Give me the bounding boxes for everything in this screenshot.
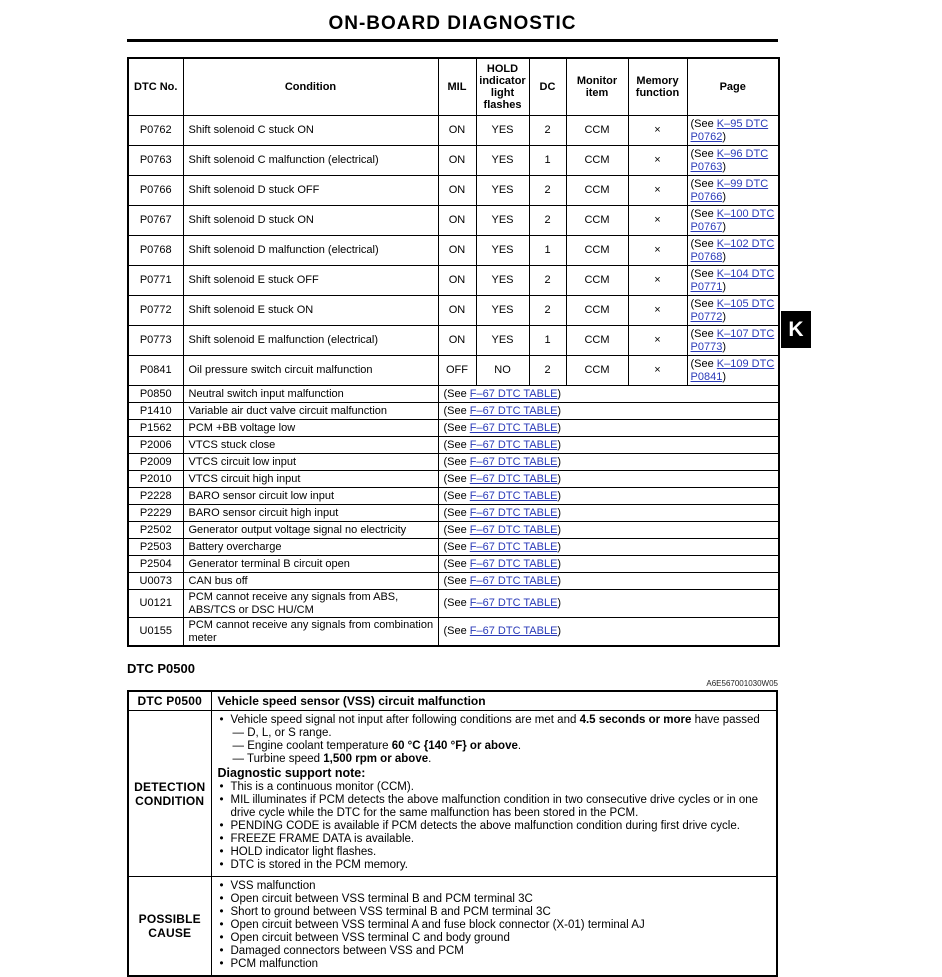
dtc-reference-link[interactable]: F–67 DTC TABLE	[469, 597, 558, 610]
bullet-marker: •	[219, 714, 224, 726]
list-item-text: PCM malfunction	[230, 958, 319, 970]
see-suffix: )	[557, 540, 562, 553]
monitor-item: CCM	[566, 236, 628, 266]
table-reference-cell	[438, 539, 779, 556]
dtc-table-row	[128, 618, 779, 647]
see-prefix: (See	[443, 489, 470, 502]
see-suffix: )	[722, 280, 726, 293]
see-suffix: )	[557, 455, 562, 468]
section-tab-k: K	[781, 311, 811, 348]
page-reference-cell	[687, 176, 779, 206]
monitor-item: CCM	[566, 176, 628, 206]
see-prefix: (See	[690, 118, 717, 130]
reference-code: A6E567001030W05	[706, 679, 778, 688]
list-item	[218, 919, 773, 932]
page-reference-cell	[687, 236, 779, 266]
dtc-number: P0850	[128, 386, 183, 403]
monitor-item: CCM	[566, 296, 628, 326]
dtc-table-row	[128, 403, 779, 420]
dtc-condition: BARO sensor circuit low input	[183, 488, 438, 505]
list-item	[218, 753, 773, 766]
dtc-table-row	[128, 471, 779, 488]
column-header: MIL	[438, 58, 476, 116]
see-prefix: (See	[443, 540, 470, 553]
dtc-number: P0841	[128, 356, 183, 386]
memory-function-mark: ×	[628, 236, 687, 266]
dtc-reference-link[interactable]: F–67 DTC TABLE	[469, 540, 558, 553]
see-prefix: (See	[443, 523, 470, 536]
mil-value: ON	[438, 116, 476, 146]
dtc-reference-link[interactable]: K–104 DTC P0771	[690, 268, 775, 293]
detection-condition-row	[128, 711, 777, 877]
dtc-number: P2010	[128, 471, 183, 488]
table-reference-cell	[438, 454, 779, 471]
list-item	[218, 727, 773, 740]
dc-value: 1	[529, 236, 566, 266]
list-item	[218, 859, 773, 872]
list-item-text: Open circuit between VSS terminal B and PCM terminal 3C	[230, 893, 533, 905]
dtc-table-row	[128, 437, 779, 454]
dc-value: 1	[529, 146, 566, 176]
dtc-condition: VTCS stuck close	[183, 437, 438, 454]
memory-function-mark: ×	[628, 356, 687, 386]
see-prefix: (See	[443, 557, 470, 570]
section-heading: DTC P0500	[127, 661, 195, 676]
dtc-number: P0773	[128, 326, 183, 356]
hold-value: YES	[476, 326, 529, 356]
dtc-table-row	[128, 266, 779, 296]
bullet-marker: •	[219, 893, 224, 905]
hold-value: YES	[476, 296, 529, 326]
dtc-reference-link[interactable]: F–67 DTC TABLE	[469, 625, 558, 638]
see-suffix: )	[722, 340, 726, 353]
memory-function-mark: ×	[628, 296, 687, 326]
dtc-table-row	[128, 590, 779, 618]
dtc-reference-link[interactable]: K–109 DTC P0841	[690, 358, 775, 383]
list-item	[218, 945, 773, 958]
see-suffix: )	[722, 130, 726, 143]
list-item-text: MIL illuminates if PCM detects the above malfunction condition in two consecutive drive cycles or in one drive cycle while the DTC for the same malfunction has been stored in the PCM.	[230, 794, 759, 819]
list-item	[218, 958, 773, 971]
dtc-summary-table	[127, 57, 780, 647]
list-item-text: — Turbine speed 1,500 rpm or above.	[232, 753, 432, 765]
dtc-reference-link[interactable]: F–67 DTC TABLE	[469, 455, 558, 468]
dtc-table-row	[128, 454, 779, 471]
mil-value: OFF	[438, 356, 476, 386]
table-reference-cell	[438, 471, 779, 488]
bullet-marker: •	[219, 781, 224, 793]
dtc-table-row	[128, 522, 779, 539]
dtc-condition: Shift solenoid E stuck OFF	[183, 266, 438, 296]
see-suffix: )	[557, 387, 562, 400]
monitor-item: CCM	[566, 116, 628, 146]
dtc-table-row	[128, 146, 779, 176]
table-reference-cell	[438, 573, 779, 590]
page-reference-cell	[687, 296, 779, 326]
dc-value: 2	[529, 266, 566, 296]
see-suffix: )	[557, 625, 562, 638]
dtc-reference-link[interactable]: F–67 DTC TABLE	[469, 489, 558, 502]
see-suffix: )	[557, 597, 562, 610]
dtc-condition: CAN bus off	[183, 573, 438, 590]
see-prefix: (See	[690, 268, 717, 280]
dc-value: 2	[529, 206, 566, 236]
mil-value: ON	[438, 146, 476, 176]
bullet-marker: •	[219, 958, 224, 970]
dtc-number: P0771	[128, 266, 183, 296]
dtc-reference-link[interactable]: F–67 DTC TABLE	[469, 523, 558, 536]
dtc-table-row	[128, 386, 779, 403]
table-reference-cell	[438, 386, 779, 403]
list-item	[218, 714, 773, 727]
bullet-marker: •	[219, 880, 224, 892]
monitor-item: CCM	[566, 266, 628, 296]
list-item-text: — Engine coolant temperature 60 °C {140 °F} or above.	[232, 740, 522, 752]
list-item-text: Open circuit between VSS terminal C and body ground	[230, 932, 510, 944]
memory-function-mark: ×	[628, 116, 687, 146]
dtc-table-row	[128, 420, 779, 437]
list-item-text: This is a continuous monitor (CCM).	[230, 781, 414, 793]
dtc-reference-link[interactable]: F–67 DTC TABLE	[469, 387, 558, 400]
mil-value: ON	[438, 326, 476, 356]
table-reference-cell	[438, 505, 779, 522]
table-reference-cell	[438, 488, 779, 505]
see-suffix: )	[722, 370, 726, 383]
detection-condition-label: DETECTION CONDITION	[128, 711, 211, 877]
dtc-reference-link[interactable]: K–99 DTC P0766	[690, 178, 769, 203]
detection-condition-content	[211, 711, 777, 877]
memory-function-mark: ×	[628, 266, 687, 296]
table-reference-cell	[438, 590, 779, 618]
dtc-number: P0772	[128, 296, 183, 326]
page-title: ON-BOARD DIAGNOSTIC	[328, 13, 577, 34]
dtc-number: P2502	[128, 522, 183, 539]
dtc-reference-link[interactable]: K–102 DTC P0768	[690, 238, 775, 263]
dtc-table-row	[128, 488, 779, 505]
dtc-reference-link[interactable]: K–107 DTC P0773	[690, 328, 775, 353]
dtc-condition: PCM cannot receive any signals from ABS, ABS/TCS or DSC HU/CM	[183, 590, 438, 618]
possible-cause-content	[211, 877, 777, 977]
dtc-reference-link[interactable]: F–67 DTC TABLE	[469, 574, 558, 587]
dtc-table-row	[128, 356, 779, 386]
dtc-condition: Shift solenoid C stuck ON	[183, 116, 438, 146]
dtc-condition: VTCS circuit low input	[183, 454, 438, 471]
title-rule	[127, 39, 778, 42]
dtc-condition: PCM +BB voltage low	[183, 420, 438, 437]
list-item-text: Vehicle speed signal not input after following conditions are met and 4.5 seconds or more have passed	[230, 714, 760, 726]
see-prefix: (See	[443, 625, 470, 638]
column-header: DC	[529, 58, 566, 116]
dtc-number: P2503	[128, 539, 183, 556]
dtc-reference-link[interactable]: K–105 DTC P0772	[690, 298, 775, 323]
table-reference-cell	[438, 437, 779, 454]
column-header: Monitor item	[566, 58, 628, 116]
dtc-reference-link[interactable]: F–67 DTC TABLE	[469, 506, 558, 519]
dtc-reference-link[interactable]: K–95 DTC P0762	[690, 118, 769, 143]
dtc-number: P2009	[128, 454, 183, 471]
bullet-marker: •	[219, 906, 224, 918]
spec-header-value: Vehicle speed sensor (VSS) circuit malfunction	[211, 691, 777, 711]
dtc-table-row	[128, 505, 779, 522]
dtc-number: P0766	[128, 176, 183, 206]
dtc-condition: Shift solenoid D malfunction (electrical)	[183, 236, 438, 266]
list-item	[218, 833, 773, 846]
dtc-number: P0768	[128, 236, 183, 266]
page-reference-cell	[687, 326, 779, 356]
list-item-text: — D, L, or S range.	[232, 727, 332, 739]
list-item	[218, 893, 773, 906]
list-item	[218, 932, 773, 945]
bullet-marker: •	[219, 794, 224, 806]
dtc-table-header-row	[128, 58, 779, 116]
dtc-table-row	[128, 539, 779, 556]
column-header: Memory function	[628, 58, 687, 116]
list-item-text: VSS malfunction	[230, 880, 316, 892]
bullet-marker: •	[219, 932, 224, 944]
see-suffix: )	[557, 472, 562, 485]
dtc-condition: Shift solenoid D stuck ON	[183, 206, 438, 236]
list-item-text: DTC is stored in the PCM memory.	[230, 859, 408, 871]
dtc-table-row	[128, 176, 779, 206]
dtc-number: P0762	[128, 116, 183, 146]
see-prefix: (See	[690, 358, 717, 370]
see-prefix: (See	[443, 472, 470, 485]
list-item	[218, 880, 773, 893]
dtc-reference-link[interactable]: F–67 DTC TABLE	[469, 404, 558, 417]
page-reference-cell	[687, 356, 779, 386]
see-prefix: (See	[690, 328, 717, 340]
column-header: HOLD indicator light flashes	[476, 58, 529, 116]
dc-value: 2	[529, 296, 566, 326]
hold-value: YES	[476, 176, 529, 206]
monitor-item: CCM	[566, 206, 628, 236]
bullet-marker: •	[219, 833, 224, 845]
dtc-table-row	[128, 326, 779, 356]
dc-value: 2	[529, 176, 566, 206]
dtc-condition: PCM cannot receive any signals from combination meter	[183, 618, 438, 647]
dtc-condition: Shift solenoid E stuck ON	[183, 296, 438, 326]
column-header: Page	[687, 58, 779, 116]
see-prefix: (See	[690, 238, 717, 250]
list-item-text: Diagnostic support note:	[217, 766, 366, 780]
page-reference-cell	[687, 116, 779, 146]
dtc-number: P2006	[128, 437, 183, 454]
see-suffix: )	[557, 574, 562, 587]
see-suffix: )	[557, 489, 562, 502]
dtc-number: P2229	[128, 505, 183, 522]
dtc-condition: Generator output voltage signal no electricity	[183, 522, 438, 539]
table-reference-cell	[438, 556, 779, 573]
table-reference-cell	[438, 403, 779, 420]
see-suffix: )	[557, 404, 562, 417]
see-prefix: (See	[443, 574, 470, 587]
dtc-number: P2504	[128, 556, 183, 573]
dtc-number: U0073	[128, 573, 183, 590]
dtc-condition: Shift solenoid E malfunction (electrical)	[183, 326, 438, 356]
see-prefix: (See	[443, 404, 470, 417]
see-suffix: )	[722, 220, 726, 233]
bullet-marker: •	[219, 859, 224, 871]
see-suffix: )	[557, 523, 562, 536]
dtc-condition: VTCS circuit high input	[183, 471, 438, 488]
dtc-number: P1562	[128, 420, 183, 437]
see-prefix: (See	[690, 298, 717, 310]
page-reference-cell	[687, 266, 779, 296]
see-prefix: (See	[443, 455, 470, 468]
see-prefix: (See	[443, 438, 470, 451]
table-reference-cell	[438, 618, 779, 647]
page-content	[127, 0, 778, 977]
see-suffix: )	[557, 557, 562, 570]
dtc-number: U0121	[128, 590, 183, 618]
dtc-reference-link[interactable]: K–100 DTC P0767	[690, 208, 775, 233]
see-prefix: (See	[443, 387, 470, 400]
monitor-item: CCM	[566, 326, 628, 356]
see-suffix: )	[557, 438, 562, 451]
dtc-reference-link[interactable]: F–67 DTC TABLE	[469, 557, 558, 570]
bullet-marker: •	[219, 846, 224, 858]
memory-function-mark: ×	[628, 146, 687, 176]
dtc-condition: Oil pressure switch circuit malfunction	[183, 356, 438, 386]
monitor-item: CCM	[566, 356, 628, 386]
dtc-condition: Shift solenoid D stuck OFF	[183, 176, 438, 206]
see-suffix: )	[722, 160, 726, 173]
list-item-text: Short to ground between VSS terminal B and PCM terminal 3C	[230, 906, 551, 918]
see-prefix: (See	[443, 597, 470, 610]
dtc-table-row	[128, 116, 779, 146]
table-reference-cell	[438, 420, 779, 437]
see-prefix: (See	[443, 421, 470, 434]
list-item	[218, 794, 773, 820]
dtc-number: P2228	[128, 488, 183, 505]
dtc-reference-link[interactable]: F–67 DTC TABLE	[469, 421, 558, 434]
dtc-table-row	[128, 206, 779, 236]
hold-value: YES	[476, 146, 529, 176]
list-item-text: FREEZE FRAME DATA is available.	[230, 833, 415, 845]
note-line	[218, 766, 773, 781]
dc-value: 2	[529, 356, 566, 386]
dtc-table-row	[128, 556, 779, 573]
dtc-condition: Shift solenoid C malfunction (electrical)	[183, 146, 438, 176]
possible-cause-row	[128, 877, 777, 977]
memory-function-mark: ×	[628, 176, 687, 206]
memory-function-mark: ×	[628, 326, 687, 356]
column-header: DTC No.	[128, 58, 183, 116]
dtc-table-row	[128, 236, 779, 266]
dtc-condition: Variable air duct valve circuit malfunction	[183, 403, 438, 420]
hold-value: YES	[476, 116, 529, 146]
dtc-condition: BARO sensor circuit high input	[183, 505, 438, 522]
dtc-number: P0763	[128, 146, 183, 176]
dtc-number: P0767	[128, 206, 183, 236]
list-item	[218, 846, 773, 859]
see-prefix: (See	[690, 208, 717, 220]
column-header: Condition	[183, 58, 438, 116]
memory-function-mark: ×	[628, 206, 687, 236]
hold-value: YES	[476, 266, 529, 296]
bullet-marker: •	[219, 820, 224, 832]
see-prefix: (See	[690, 178, 717, 190]
list-item-text: Damaged connectors between VSS and PCM	[230, 945, 464, 957]
spec-header-label: DTC P0500	[128, 691, 211, 711]
dtc-reference-link[interactable]: F–67 DTC TABLE	[469, 472, 558, 485]
mil-value: ON	[438, 176, 476, 206]
dc-value: 1	[529, 326, 566, 356]
spec-header-row	[128, 691, 777, 711]
dtc-p0500-table	[127, 690, 778, 977]
table-reference-cell	[438, 522, 779, 539]
hold-value: YES	[476, 236, 529, 266]
page-reference-cell	[687, 206, 779, 236]
see-suffix: )	[557, 421, 562, 434]
see-prefix: (See	[443, 506, 470, 519]
dtc-number: P1410	[128, 403, 183, 420]
mil-value: ON	[438, 296, 476, 326]
possible-cause-label: POSSIBLE CAUSE	[128, 877, 211, 977]
dtc-number: U0155	[128, 618, 183, 647]
dc-value: 2	[529, 116, 566, 146]
list-item-text: PENDING CODE is available if PCM detects the above malfunction condition during first drive cycle.	[230, 820, 740, 832]
hold-value: YES	[476, 206, 529, 236]
dtc-reference-link[interactable]: F–67 DTC TABLE	[469, 438, 558, 451]
dtc-condition: Battery overcharge	[183, 539, 438, 556]
list-item	[218, 781, 773, 794]
monitor-item: CCM	[566, 146, 628, 176]
bullet-marker: •	[219, 919, 224, 931]
list-item-text: HOLD indicator light flashes.	[230, 846, 377, 858]
see-suffix: )	[722, 190, 726, 203]
dtc-reference-link[interactable]: K–96 DTC P0763	[690, 148, 769, 173]
see-suffix: )	[722, 250, 726, 263]
list-item	[218, 820, 773, 833]
mil-value: ON	[438, 236, 476, 266]
bullet-marker: •	[219, 945, 224, 957]
dtc-condition: Neutral switch input malfunction	[183, 386, 438, 403]
list-item	[218, 906, 773, 919]
page-reference-cell	[687, 146, 779, 176]
dtc-table-row	[128, 296, 779, 326]
see-suffix: )	[722, 310, 726, 323]
mil-value: ON	[438, 266, 476, 296]
dtc-condition: Generator terminal B circuit open	[183, 556, 438, 573]
see-prefix: (See	[690, 148, 717, 160]
see-suffix: )	[557, 506, 562, 519]
list-item	[218, 740, 773, 753]
dtc-table-row	[128, 573, 779, 590]
mil-value: ON	[438, 206, 476, 236]
list-item-text: Open circuit between VSS terminal A and fuse block connector (X-01) terminal AJ	[230, 919, 645, 931]
hold-value: NO	[476, 356, 529, 386]
